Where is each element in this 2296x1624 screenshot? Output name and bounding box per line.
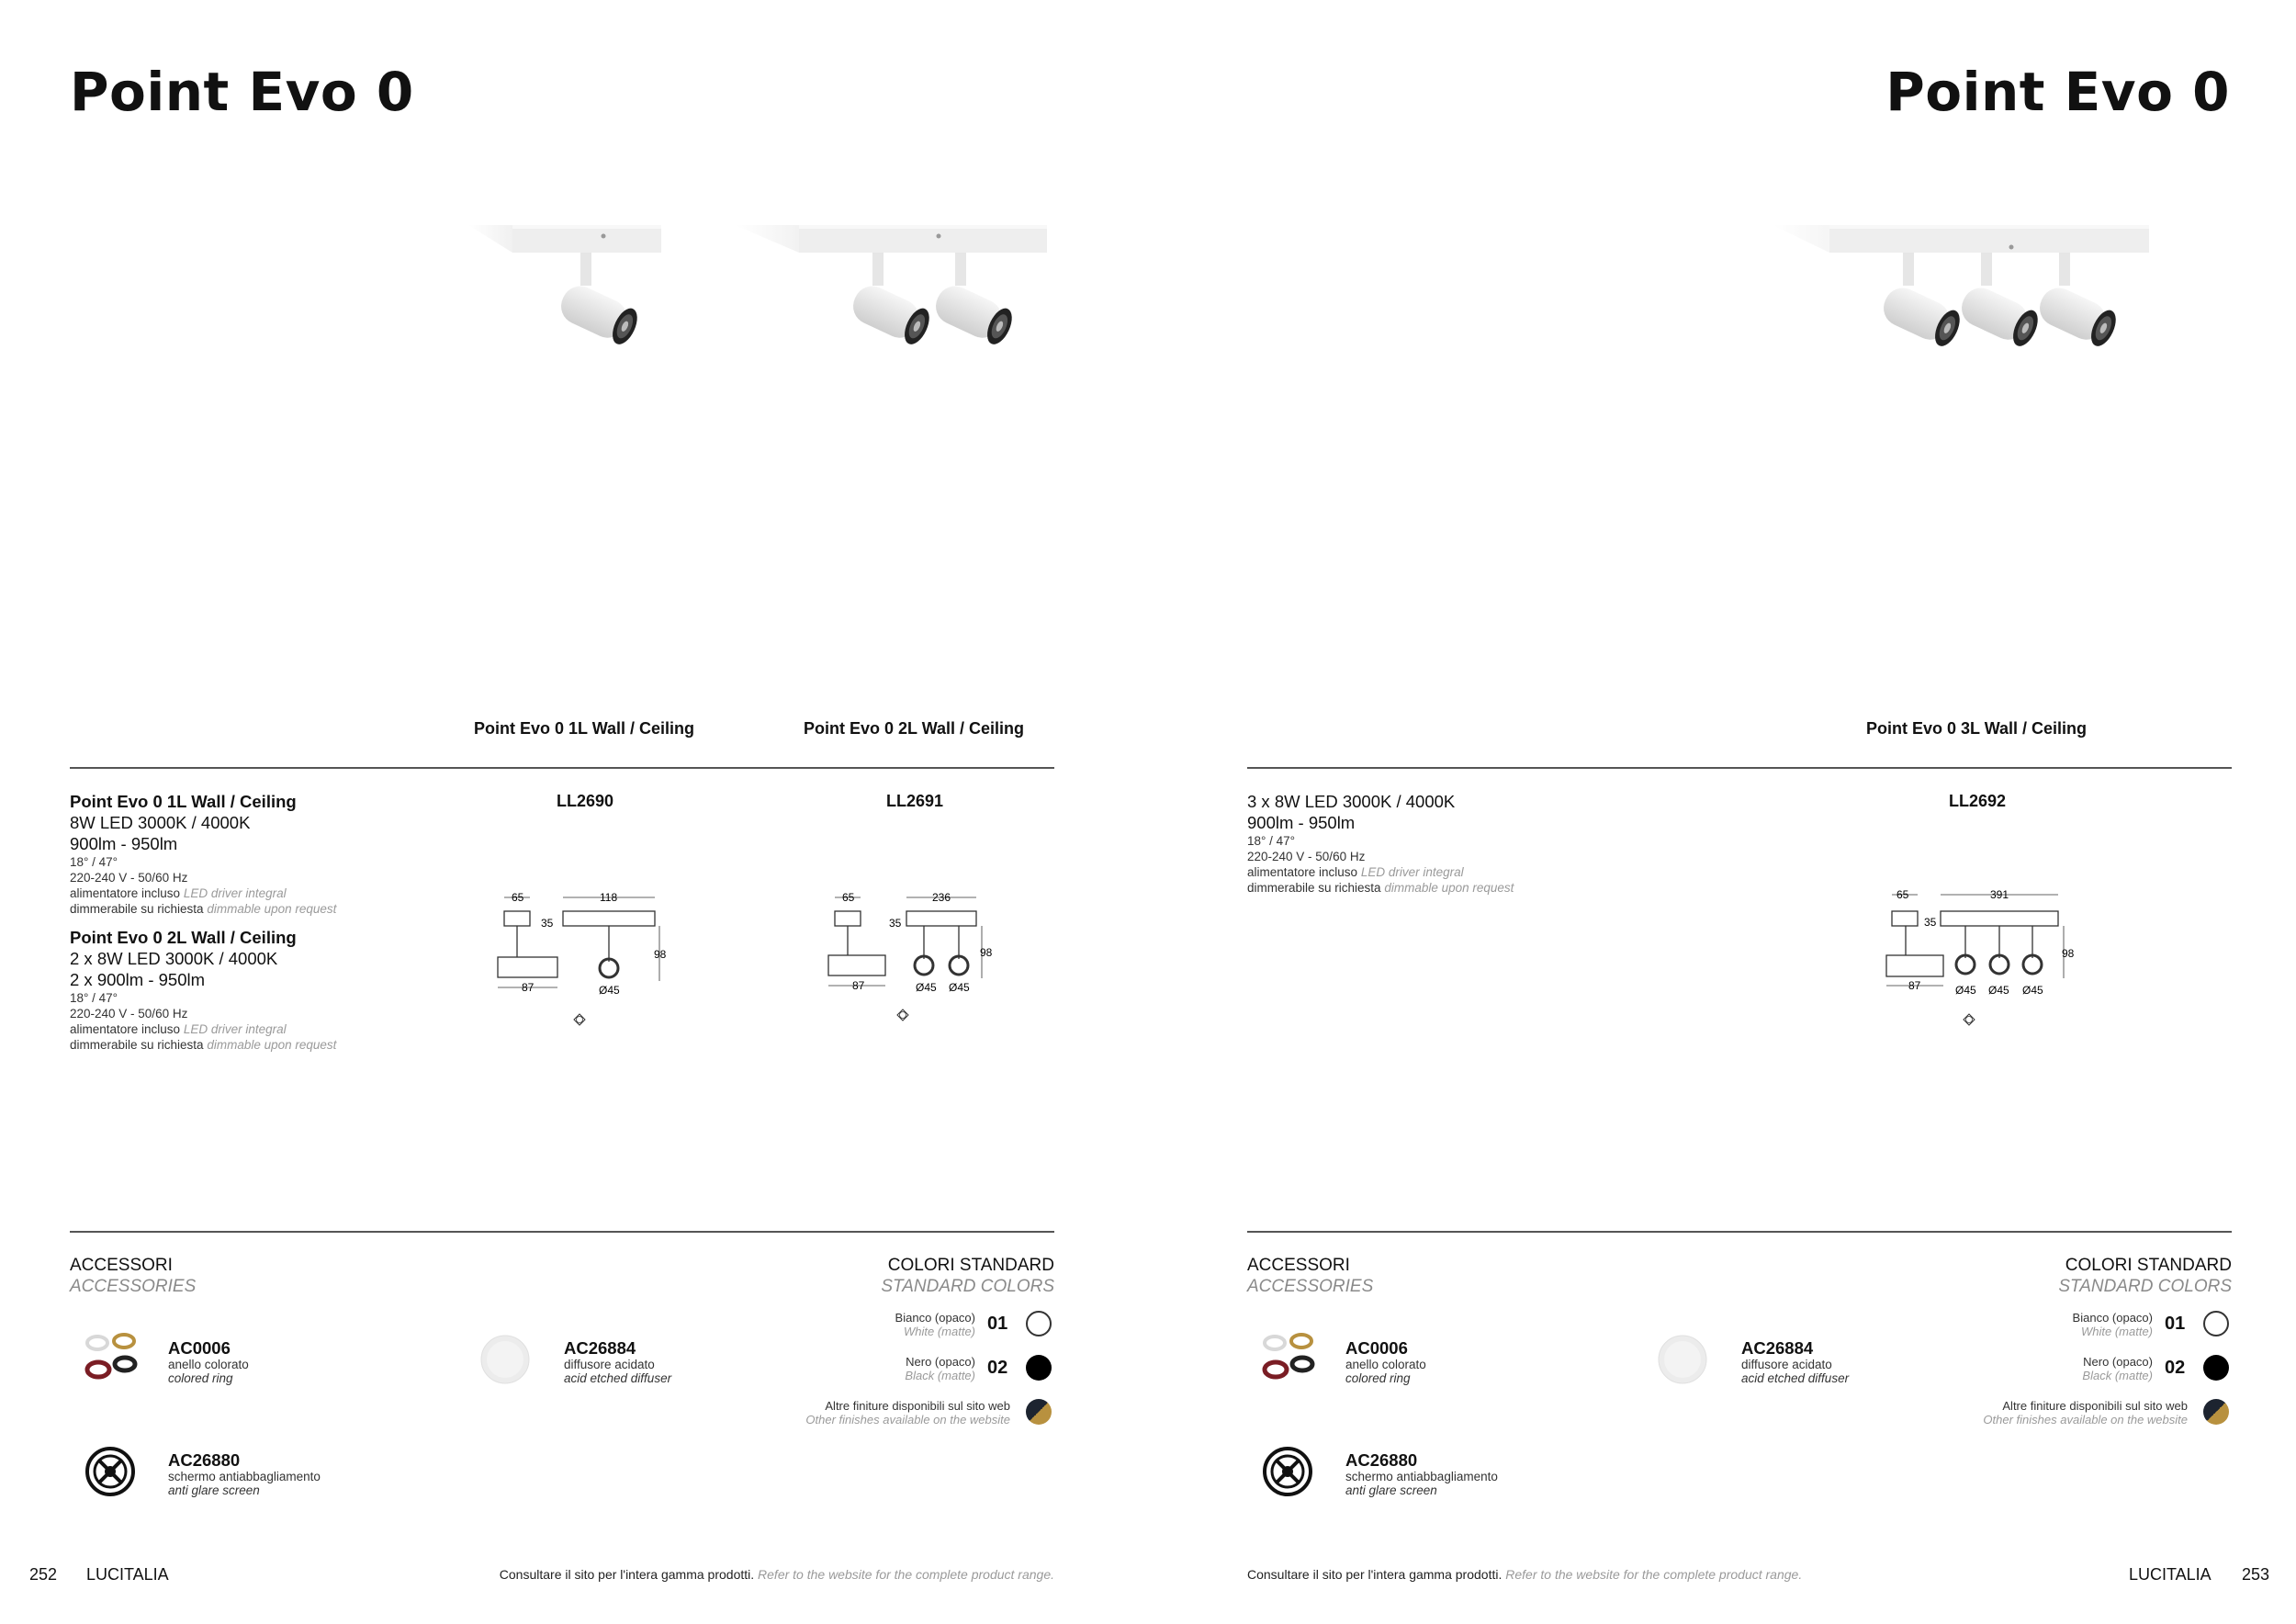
accessory-item: AC26880 schermo antiabbagliamento anti glare screen xyxy=(1345,1450,1498,1497)
accessory-item: AC0006 anello colorato colored ring xyxy=(168,1338,249,1385)
color-code-02: 02 xyxy=(987,1358,1008,1378)
product-code-2l: LL2691 xyxy=(886,792,944,810)
dim-base: 87 xyxy=(852,979,865,992)
spec-dimming: dimmerabile su richiesta dimmable upon request xyxy=(70,902,337,916)
dim-dia-3: Ø45 xyxy=(2022,984,2043,997)
dim-w1: 65 xyxy=(1896,888,1909,901)
dim-h2: 98 xyxy=(2062,947,2075,960)
spec-power: 8W LED 3000K / 4000K xyxy=(70,813,251,832)
product-caption-1l: Point Evo 0 1L Wall / Ceiling xyxy=(474,719,695,738)
other-finishes-swatch xyxy=(1026,1399,1052,1425)
footnote-left: Consultare il sito per l'intera gamma prodotti. Refer to the website for the complete product range. xyxy=(499,1567,1054,1582)
color-code-02: 02 xyxy=(2165,1358,2186,1378)
dim-h2: 98 xyxy=(654,948,667,961)
spec-beam: 18° / 47° xyxy=(1247,834,1296,848)
color-swatch-black xyxy=(2203,1355,2229,1381)
tech-drawing-2l xyxy=(822,886,1015,1033)
tech-drawing-1l xyxy=(491,886,684,1033)
color-label-black: Nero (opaco) Black (matte) xyxy=(905,1355,975,1382)
product-caption-3l: Point Evo 0 3L Wall / Ceiling xyxy=(1866,719,2088,738)
divider-top-right xyxy=(1247,767,2232,769)
dim-dia: Ø45 xyxy=(599,984,620,997)
diffuser-image xyxy=(1657,1334,1708,1385)
dim-dia-2: Ø45 xyxy=(1988,984,2009,997)
dim-w2: 236 xyxy=(932,891,951,904)
color-code-01: 01 xyxy=(987,1314,1008,1334)
colors-heading-right: COLORI STANDARD STANDARD COLORS xyxy=(2058,1256,2232,1296)
spec-power: 2 x 8W LED 3000K / 4000K xyxy=(70,949,278,968)
product-code-3l: LL2692 xyxy=(1949,792,2007,810)
dim-dia-1: Ø45 xyxy=(916,981,937,994)
spec-beam: 18° / 47° xyxy=(70,991,118,1005)
divider-bottom-left xyxy=(70,1231,1054,1233)
spec-name: Point Evo 0 2L Wall / Ceiling xyxy=(70,928,297,947)
colors-heading-left: COLORI STANDARD STANDARD COLORS xyxy=(881,1256,1054,1296)
page-number-left: 252 xyxy=(29,1565,58,1584)
spec-driver: alimentatore incluso LED driver integral xyxy=(1247,865,1464,879)
dim-dia-2: Ø45 xyxy=(949,981,970,994)
anti-glare-screen-image xyxy=(1262,1446,1313,1497)
spec-dimming: dimmerabile su richiesta dimmable upon request xyxy=(70,1038,337,1052)
colored-ring-image xyxy=(1258,1330,1319,1383)
accessory-item: AC26884 diffusore acidato acid etched diffuser xyxy=(564,1338,672,1385)
dim-w1: 65 xyxy=(512,891,524,904)
page-number-right: 253 xyxy=(2242,1565,2270,1584)
spec-voltage: 220-240 V - 50/60 Hz xyxy=(70,1007,188,1021)
spec-flux: 2 x 900lm - 950lm xyxy=(70,970,206,989)
spec-name: Point Evo 0 1L Wall / Ceiling xyxy=(70,792,297,811)
spec-block-1l xyxy=(70,791,419,917)
spec-block-2l xyxy=(70,927,419,1053)
other-finishes-swatch xyxy=(2203,1399,2229,1425)
product-code-1l: LL2690 xyxy=(557,792,614,810)
spec-driver: alimentatore incluso LED driver integral xyxy=(70,1022,287,1036)
brand-left: LUCITALIA xyxy=(86,1565,169,1584)
dim-h1: 35 xyxy=(541,917,554,930)
color-label-white: Bianco (opaco) White (matte) xyxy=(895,1311,975,1338)
other-finishes-note: Altre finiture disponibili sul sito web Other finishes available on the website xyxy=(1983,1399,2188,1427)
tech-drawing-3l xyxy=(1878,884,2080,1035)
divider-top-left xyxy=(70,767,1054,769)
spec-flux: 900lm - 950lm xyxy=(1247,813,1356,832)
spec-voltage: 220-240 V - 50/60 Hz xyxy=(70,871,188,885)
accessory-item: AC0006 anello colorato colored ring xyxy=(1345,1338,1426,1385)
anti-glare-screen-image xyxy=(84,1446,136,1497)
spec-power: 3 x 8W LED 3000K / 4000K xyxy=(1247,792,1456,811)
product-image-3l xyxy=(1763,211,2158,367)
dim-w1: 65 xyxy=(842,891,855,904)
page-title-left: Point Evo 0 xyxy=(70,61,414,123)
color-label-black: Nero (opaco) Black (matte) xyxy=(2082,1355,2153,1382)
page-title-right: Point Evo 0 xyxy=(1885,61,2230,123)
spec-voltage: 220-240 V - 50/60 Hz xyxy=(1247,850,1366,863)
dim-w2: 391 xyxy=(1990,888,2009,901)
divider-bottom-right xyxy=(1247,1231,2232,1233)
dim-h1: 35 xyxy=(1924,916,1937,929)
spec-beam: 18° / 47° xyxy=(70,855,118,869)
dim-h2: 98 xyxy=(980,946,993,959)
product-image-1l xyxy=(459,211,680,367)
spec-driver: alimentatore incluso LED driver integral xyxy=(70,886,287,900)
accessories-heading-left: ACCESSORI ACCESSORIES xyxy=(70,1256,197,1296)
accessory-item: AC26884 diffusore acidato acid etched diffuser xyxy=(1741,1338,1850,1385)
spec-block-3l xyxy=(1247,791,1615,896)
spec-dimming: dimmerabile su richiesta dimmable upon request xyxy=(1247,881,1514,895)
brand-right: LUCITALIA xyxy=(2129,1565,2212,1584)
color-swatch-black xyxy=(1026,1355,1052,1381)
accessory-item: AC26880 schermo antiabbagliamento anti glare screen xyxy=(168,1450,321,1497)
dim-base: 87 xyxy=(1908,979,1921,992)
footnote-right: Consultare il sito per l'intera gamma prodotti. Refer to the website for the complete product range. xyxy=(1247,1567,1803,1582)
diffuser-image xyxy=(479,1334,531,1385)
color-swatch-white xyxy=(1026,1311,1052,1336)
product-caption-2l: Point Evo 0 2L Wall / Ceiling xyxy=(804,719,1025,738)
dim-dia-1: Ø45 xyxy=(1955,984,1976,997)
other-finishes-note: Altre finiture disponibili sul sito web Other finishes available on the website xyxy=(805,1399,1010,1427)
color-code-01: 01 xyxy=(2165,1314,2186,1334)
color-label-white: Bianco (opaco) White (matte) xyxy=(2072,1311,2153,1338)
dim-base: 87 xyxy=(522,981,535,994)
dim-w2: 118 xyxy=(600,891,618,904)
colored-ring-image xyxy=(81,1330,141,1383)
spec-flux: 900lm - 950lm xyxy=(70,834,178,853)
accessories-heading-right: ACCESSORI ACCESSORIES xyxy=(1247,1256,1374,1296)
dim-h1: 35 xyxy=(889,917,902,930)
product-image-2l xyxy=(726,211,1056,367)
color-swatch-white xyxy=(2203,1311,2229,1336)
